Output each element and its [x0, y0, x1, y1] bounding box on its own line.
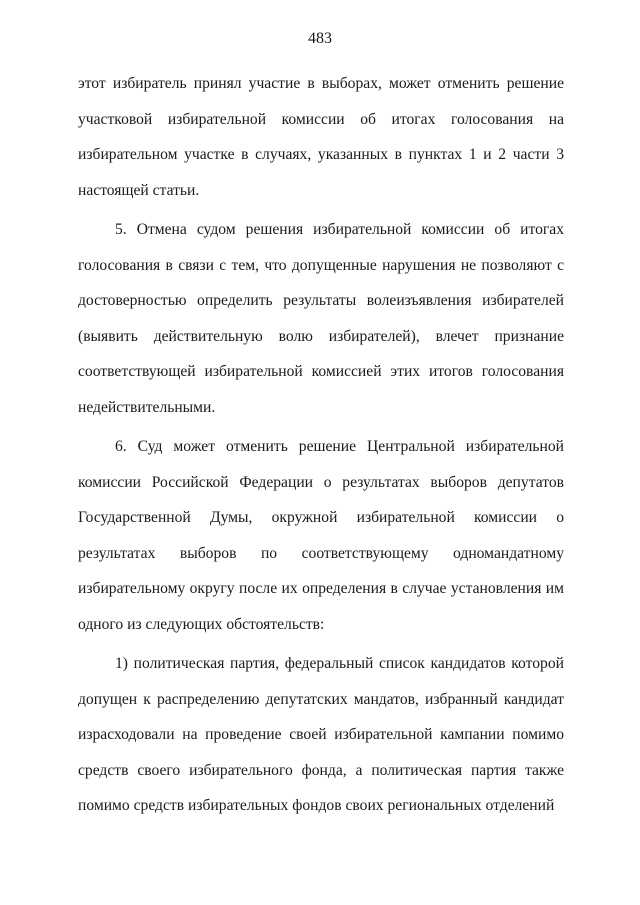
paragraph-clause-6-item-1: 1) политическая партия, федеральный список кандидатов которой допущен к распределению депутатских мандатов, избранный кандидат израсходовали на проведение своей избирательной кампании помимо средств своего избирательного фонда, а политическая партия также помимо средств избирательных фондов своих региональных отделений	[78, 655, 564, 814]
paragraph-clause-5: 5. Отмена судом решения избирательной комиссии об итогах голосования в связи с тем, что допущенные нарушения не позволяют с достоверностью определить результаты волеизъявления избирателей (выявить действительную волю избирателей), влечет признание соответствующей избирательной комиссией этих итогов голосования недействительными.	[78, 221, 564, 416]
paragraph-clause-6: 6. Суд может отменить решение Центральной избирательной комиссии Российской Федерации о результатах выборов депутатов Государственной Думы, окружной избирательной комиссии о результатах выборов по соответствующему одномандатному избирательному округу после их определения в случае установления им одного из следующих обстоятельств:	[78, 438, 564, 633]
paragraph-continuation: этот избиратель принял участие в выборах, может отменить решение участковой избирательной комиссии об итогах голосования на избирательном участке в случаях, указанных в пунктах 1 и 2 части 3 настоящей статьи.	[78, 75, 564, 199]
page-number: 483	[308, 30, 332, 47]
document-body	[78, 66, 564, 824]
